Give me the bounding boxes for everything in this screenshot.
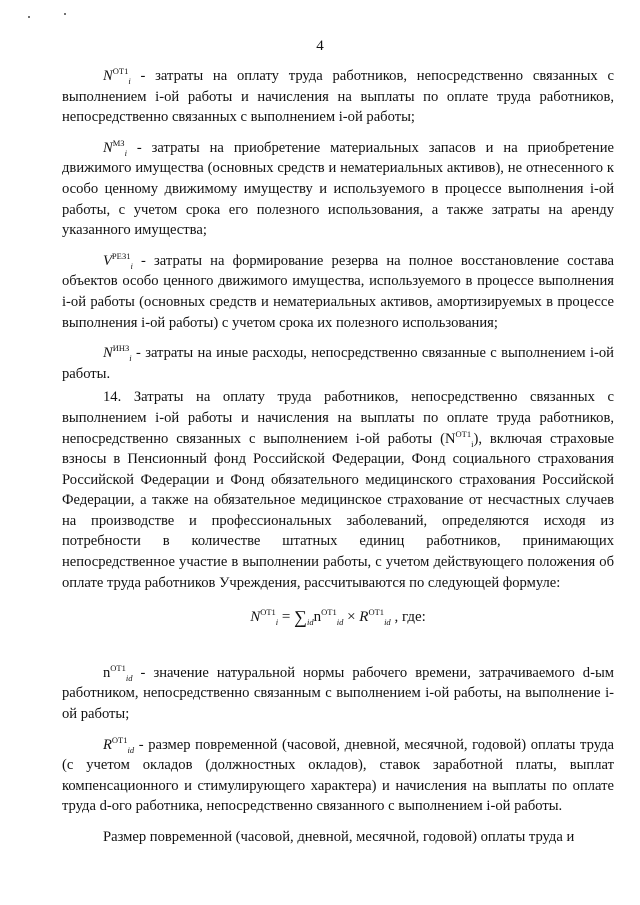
page-number: 4 <box>316 38 324 54</box>
last-paragraph: Размер повременной (часовой, дневной, месячной, годовой) оплаты труда и <box>103 829 575 845</box>
definition-n-ot1: $N^{ОТ1}_i$ - затраты на оплату труда работников, непосредственно связанных с выполнением i-ой работы и начисления на выплаты по оплате труда работников, непосредственно связанных с выполнением i-ой работы; <box>62 66 614 126</box>
definition-n-mz: $N^{МЗ}_i$ - затраты на приобретение материальных запасов и на приобретение движимого имущества (основных средств и нематериальных активов), не отнесенного к особо ценному движимому имуществу и используемого в процессе выполнения i-ой работы, с учетом срока его полезного использования, а также затраты на аренду указанного имущества; <box>62 137 614 239</box>
symbol: $V^{РЕЗ1}_i$ <box>103 250 133 271</box>
sum-sign: ∑ <box>294 607 307 628</box>
symbol: $N^{ОТ1}_i$ <box>444 428 474 449</box>
formula: $N^{ОТ1}_i = \sum_{id}n^{ОТ1}_{id} \times R^{ОТ1}_{id}$ , где: <box>250 607 426 628</box>
scan-speck <box>64 13 66 15</box>
symbol: $N^{МЗ}_i$ <box>103 137 127 158</box>
symbol: $N^{ИНЗ}_i$ <box>103 343 132 364</box>
scan-speck <box>28 16 30 18</box>
symbol: $n^{ОТ1}_{id}$ <box>103 662 133 683</box>
symbol: $R^{ОТ1}_{id}$ <box>103 734 135 755</box>
definition-v-rez1: $V^{РЕЗ1}_i$ - затраты на формирование резерва на полное восстановление состава объектов особо ценного движимого имущества, используемого в процессе выполнения i-ой работы (основных средств и нематериальных активов, амортизируемых в процессе выполнения i-ой работы) с учетом срока их полезного использования; <box>62 250 614 331</box>
definition-n-id: $n^{ОТ1}_{id}$ - значение натуральной нормы рабочего времени, затрачиваемого d-ым работником, непосредственно связанным с выполнением i-ой работы, на выполнение i-ой работы; <box>62 662 614 723</box>
paragraph-14: 14. Затраты на оплату труда работников, непосредственно связанных с выполнением i-ой работы и начисления на выплаты по оплате труда работников, непосредственно связанных с выполнением i-ой работы $(N^{ОТ1}_i)$, включая страховые взносы в Пенсионный фонд Российской Федерации, Фонд социального страхования Российской Федерации и Фонд обязательного медицинского страхования Российской Федерации, а также на обязательное медицинское страхование от несчастных случаев на производстве и профессиональных заболеваний, определяются исходя из потребности в количестве штатных единиц работников, принимающих непосредственное участие в выполнении работы, с учетом действующего положения об оплате труда работников Учреждения, рассчитываются по следующей формуле: <box>62 389 614 591</box>
definition-r-id: $R^{ОТ1}_{id}$ - размер повременной (часовой, дневной, месячной, годовой) оплаты труда (с учетом окладов (должностных окладов), ставок заработной платы, выплат компенсационного и стимулирующего характера) и начисления на выплаты по оплате труда d-ого работника, непосредственно связанного с выполнением i-ой работы. <box>62 734 614 815</box>
definition-n-inz: $N^{ИНЗ}_i$ - затраты на иные расходы, непосредственно связанные с выполнением i-ой работы. <box>62 343 614 382</box>
symbol: $N^{ОТ1}_i$ <box>103 66 131 86</box>
document-body <box>62 66 614 848</box>
